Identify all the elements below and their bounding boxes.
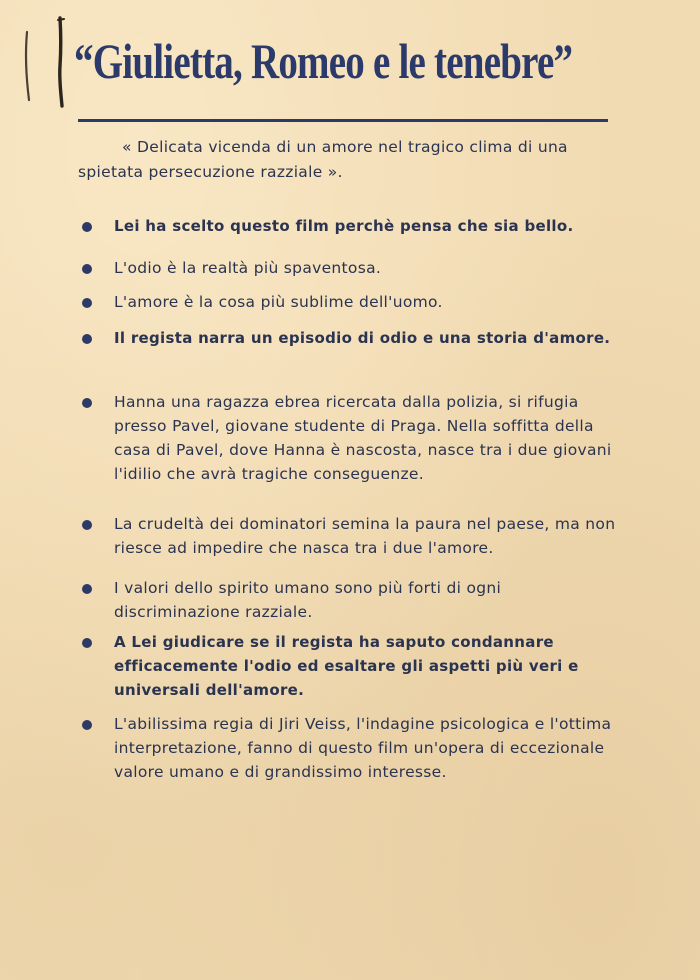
list-item [76, 390, 621, 486]
list-item-text: I valori dello spirito umano sono più forti di ogni discriminazione razziale. [114, 579, 502, 621]
bullet-dot-icon [82, 720, 92, 730]
list-item [76, 512, 621, 560]
bullet-dot-icon [82, 584, 92, 594]
bullet-dot-icon [82, 520, 92, 530]
list-item [76, 256, 621, 280]
list-item [76, 576, 621, 624]
bullet-dot-icon [82, 638, 92, 648]
list-item-text: L'abilissima regia di Jiri Veiss, l'indagine psicologica e l'ottima interpretazione, fanno di questo film un'opera di eccezionale valore umano e di grandissimo interesse. [114, 715, 612, 781]
list-item-text: A Lei giudicare se il regista ha saputo condannare efficacemente l'odio ed esaltare gli aspetti più veri e universali dell'amore. [114, 633, 579, 699]
film-title: “Giulietta, Romeo e le tenebre” [74, 33, 573, 89]
tagline: « Delicata vicenda di un amore nel tragico clima di una spietata persecuzione razziale ». [78, 138, 568, 181]
list-item [76, 290, 621, 314]
list-item [76, 630, 621, 702]
list-item-text: La crudeltà dei dominatori semina la paura nel paese, ma non riesce ad impedire che nasca tra i due l'amore. [114, 515, 616, 557]
list-item [76, 712, 621, 784]
pencil-marks [14, 14, 74, 114]
bullet-dot-icon [82, 298, 92, 308]
bullet-dot-icon [82, 334, 92, 344]
list-item-text: L'amore è la cosa più sublime dell'uomo. [114, 293, 443, 311]
bullet-dot-icon [82, 264, 92, 274]
title-underline [78, 119, 608, 122]
list-item-text: Il regista narra un episodio di odio e una storia d'amore. [114, 329, 611, 347]
list-item [76, 326, 621, 350]
list-item-text: L'odio è la realtà più spaventosa. [114, 259, 382, 277]
list-item-text: Lei ha scelto questo film perchè pensa che sia bello. [114, 217, 574, 235]
bullet-dot-icon [82, 222, 92, 232]
list-item-text: Hanna una ragazza ebrea ricercata dalla polizia, si rifugia presso Pavel, giovane studente di Praga. Nella soffitta della casa di Pavel, dove Hanna è nascosta, nasce tra i due giovani l'idilio che avrà tragiche conseguenze. [114, 393, 612, 483]
bullet-dot-icon [82, 398, 92, 408]
list-item [76, 214, 621, 238]
